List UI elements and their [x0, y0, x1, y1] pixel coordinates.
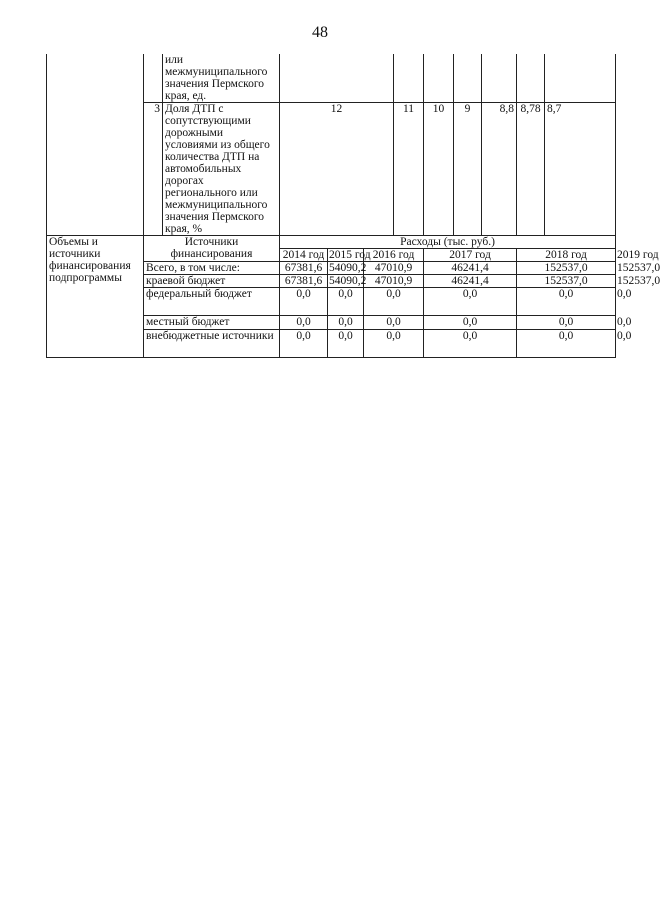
financing-value: 0,0 — [517, 330, 616, 358]
indicator-value — [482, 54, 517, 103]
financing-value: 0,0 — [364, 288, 424, 316]
financing-value: 47010,9 — [364, 275, 424, 288]
years-row: 2014 год 2015 год 2016 год 2017 год 2018 год 2019 год — [47, 249, 616, 262]
financing-row: местный бюджет 0,0 0,0 0,0 0,0 0,0 0,0 — [47, 316, 616, 330]
financing-value: 47010,9 — [364, 262, 424, 275]
financing-value: 0,0 — [424, 288, 517, 316]
financing-value: 0,0 — [328, 316, 364, 330]
indicator-index — [144, 54, 163, 103]
financing-value: 54090,2 — [329, 275, 367, 287]
indicator-index: 3 — [144, 103, 163, 236]
indicator-value — [280, 54, 394, 103]
financing-row: внебюджетные источники 0,0 0,0 0,0 0,0 0,0 0,0 — [47, 330, 616, 358]
financing-row: краевой бюджет 67381,6 54090,2 47010,9 46241,4 152537,0 152537,0 — [47, 275, 616, 288]
indicator-name: Доля ДТП с сопутствующими дорожными условиями из общего количества ДТП на автомобильных дорогах регионального или межмуниципального значения Пермского края, % — [163, 103, 280, 236]
indicator-row — [47, 54, 616, 103]
financing-row: федеральный бюджет 0,0 0,0 0,0 0,0 0,0 0,0 — [47, 288, 616, 316]
indicator-value: 9 — [454, 103, 482, 236]
blank-label-cell — [47, 54, 144, 236]
indicator-value: 8,7 — [545, 103, 616, 236]
financing-value: 0,0 — [280, 330, 328, 358]
financing-source: местный бюджет — [144, 316, 280, 330]
year-header: 2015 год — [329, 249, 371, 261]
financing-header-row — [47, 236, 616, 249]
year-header: 2017 год — [424, 249, 517, 262]
financing-source: Всего, в том числе: — [144, 262, 280, 275]
financing-value: 0,0 — [364, 330, 424, 358]
indicator-value: 10 — [424, 103, 454, 236]
year-header: 2016 год — [364, 249, 424, 262]
page-number: 48 — [312, 24, 328, 41]
sources-header: Источники финансирования — [144, 236, 280, 262]
indicator-value: 8,78 — [517, 103, 545, 236]
financing-value: 0,0 — [424, 316, 517, 330]
financing-value: 0,0 — [280, 316, 328, 330]
indicator-value — [454, 54, 482, 103]
financing-value: 0,0 — [364, 316, 424, 330]
financing-source: федеральный бюджет — [144, 288, 280, 316]
indicator-value — [545, 54, 616, 103]
indicator-value: 11 — [394, 103, 424, 236]
financing-section-label: Объемы и источники финансирования подпрограммы — [47, 236, 144, 358]
financing-source: краевой бюджет — [144, 275, 280, 288]
financing-value: 0,0 — [517, 288, 616, 316]
financing-value: 67381,6 — [280, 262, 328, 275]
financing-value: 0,0 — [328, 288, 364, 316]
indicator-value: 12 — [280, 103, 394, 236]
financing-value: 46241,4 — [424, 262, 517, 275]
year-header: 2018 год — [517, 249, 616, 262]
indicator-value — [394, 54, 424, 103]
financing-value: 152537,0 — [517, 275, 616, 288]
year-header: 2014 год — [280, 249, 328, 262]
indicator-value: 8,8 — [482, 103, 517, 236]
financing-value: 67381,6 — [280, 275, 328, 288]
financing-value: 54090,2 — [329, 262, 367, 274]
subprogram-table — [46, 54, 660, 358]
expenses-header: Расходы (тыс. руб.) — [280, 236, 616, 249]
financing-value: 46241,4 — [424, 275, 517, 288]
financing-value: 152537,0 — [517, 262, 616, 275]
financing-value: 0,0 — [328, 330, 364, 358]
indicator-name: или межмуниципального значения Пермского края, ед. — [163, 54, 280, 103]
financing-value: 0,0 — [517, 316, 616, 330]
financing-source: внебюджетные источники — [144, 330, 280, 358]
financing-value: 0,0 — [280, 288, 328, 316]
indicator-value — [517, 54, 545, 103]
financing-row: Всего, в том числе: 67381,6 54090,2 47010,9 46241,4 152537,0 152537,0 — [47, 262, 616, 275]
indicator-value — [424, 54, 454, 103]
financing-value: 0,0 — [424, 330, 517, 358]
